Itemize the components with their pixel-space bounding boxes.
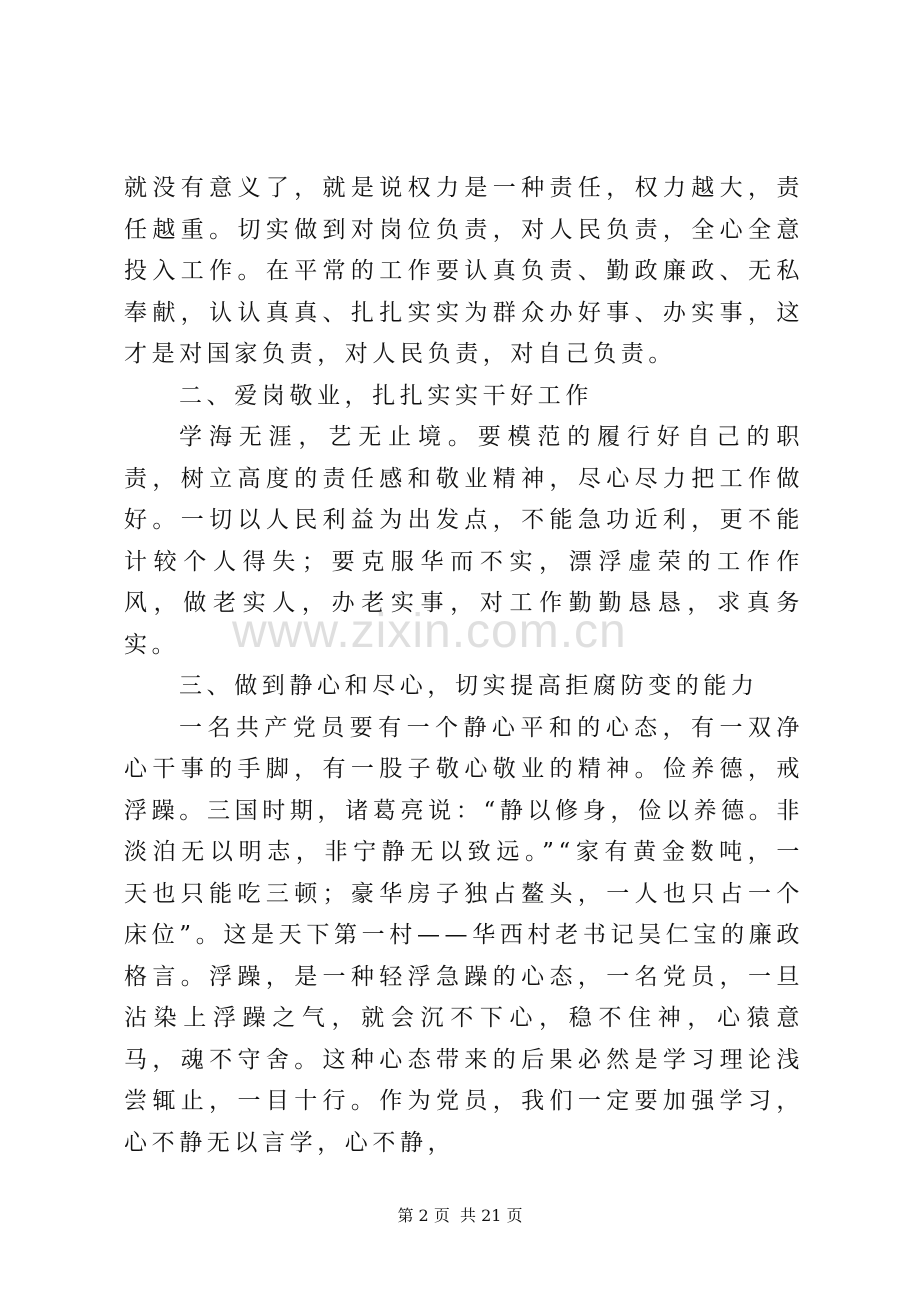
body-paragraph: 学海无涯，艺无止境。要模范的履行好自己的职责，树立高度的责任感和敬业精神，尽心尽力把工作做好。一切以人民利益为出发点，不能急功近利，更不能计较个人得失；要克服华而不实，漂浮虚荣的工作作风，做老实人，办老实事，对工作勤勤恳恳，求真务实。 bbox=[124, 424, 804, 658]
body-paragraph-continued: 就没有意义了，就是说权力是一种责任，权力越大，责任越重。切实做到对岗位负责，对人民负责，全心全意投入工作。在平常的工作要认真负责、勤政廉政、无私奉献，认认真真、扎扎实实为群众办好事、办实事，这才是对国家负责，对人民负责，对自己负责。 bbox=[124, 175, 804, 367]
section-heading-2: 二、爱岗敬业，扎扎实实干好工作 bbox=[179, 382, 593, 409]
page-footer bbox=[0, 1203, 920, 1226]
document-body bbox=[124, 168, 804, 1164]
body-paragraph: 一名共产党员要有一个静心平和的心态，有一双净心干事的手脚，有一股子敬心敬业的精神。俭养德，戒浮躁。三国时期，诸葛亮说：“静以修身，俭以养德。非淡泊无以明志，非宁静无以致远。”“家有黄金数吨，一天也只能吃三顿；豪华房子独占鳌头，一人也只占一个床位”。这是天下第一村——华西村老书记吴仁宝的廉政格言。浮躁，是一种轻浮急躁的心态，一名党员，一旦沾染上浮躁之气，就会沉不下心，稳不住神，心猿意马，魂不守舍。这种心态带来的后果必然是学习理论浅尝辄止，一目十行。作为党员，我们一定要加强学习，心不静无以言学，心不静， bbox=[124, 714, 804, 1156]
site-watermark: www.zixin.com.cn bbox=[232, 605, 627, 658]
page-number: 第 2 页 共 21 页 bbox=[397, 1206, 523, 1225]
section-heading-3: 三、做到静心和尽心，切实提高拒腐防变的能力 bbox=[179, 673, 759, 699]
